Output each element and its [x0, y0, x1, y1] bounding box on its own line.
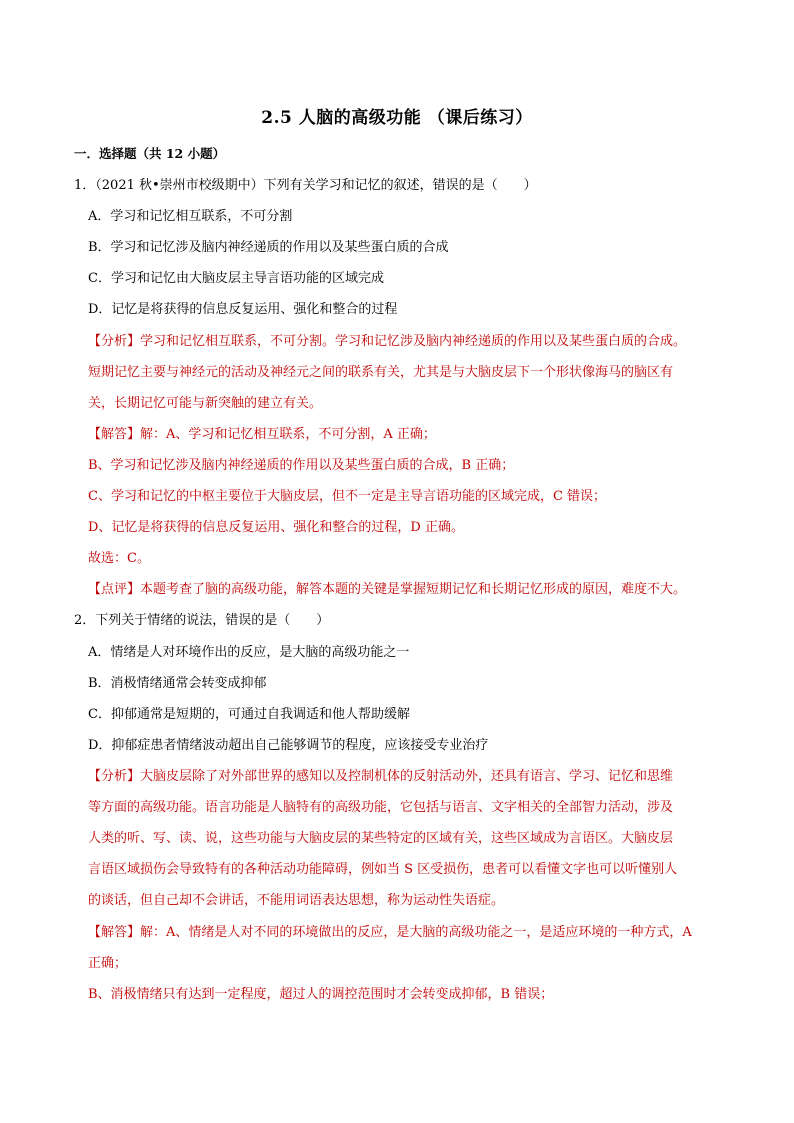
answer-text: 解：A、学习和记忆相互联系，不可分割，A 正确；	[140, 427, 436, 442]
analysis-tag: 【分析】	[88, 769, 141, 784]
question-2-option-a: A．情绪是人对环境作出的反应，是大脑的高级功能之一	[88, 645, 410, 660]
analysis-text: 大脑皮层除了对外部世界的感知以及控制机体的反射活动外，还具有语言、学习、记忆和思维	[140, 769, 674, 784]
question-1-answer-line: D、记忆是将获得的信息反复运用、强化和整合的过程，D 正确。	[88, 520, 464, 535]
question-1-option-a: A．学习和记忆相互联系，不可分割	[88, 209, 293, 224]
question-1-analysis-line: 关，长期记忆可能与新突触的建立有关。	[88, 396, 323, 411]
answer-text: 解：A、情绪是人对不同的环境做出的反应，是大脑的高级功能之一，是适应环境的一种方式，A	[140, 925, 692, 940]
question-1-answer-line: C、学习和记忆的中枢主要位于大脑皮层，但不一定是主导言语功能的区域完成，C 错误；	[88, 489, 607, 504]
page-title: 2.5 人脑的高级功能 （课后练习）	[261, 108, 533, 128]
question-2-option-c: C．抑郁通常是短期的，可通过自我调适和他人帮助缓解	[88, 707, 410, 722]
question-2-answer-line: 正确；	[88, 956, 128, 971]
question-2-analysis-line	[88, 767, 673, 787]
question-2-answer-line	[88, 923, 692, 943]
question-2-analysis-line: 的谈话，但自己却不会讲话，不能用词语表达思想，称为运动性失语症。	[88, 893, 505, 908]
question-1-option-b: B．学习和记忆涉及脑内神经递质的作用以及某些蛋白质的合成	[88, 240, 449, 255]
analysis-text: 学习和记忆相互联系，不可分割。学习和记忆涉及脑内神经递质的作用以及某些蛋白质的合成。	[140, 334, 687, 349]
question-2-option-b: B．消极情绪通常会转变成抑郁	[88, 676, 267, 691]
section-heading: 一．选择题（共 12 小题）	[74, 146, 226, 161]
question-1-answer-line	[88, 425, 436, 445]
question-2-analysis-line: 人类的听、写、读、说，这些功能与大脑皮层的某些特定的区域有关，这些区域成为言语区。大脑皮层	[88, 831, 674, 846]
question-2-analysis-line: 言语区域损伤会导致特有的各种活动功能障碍，例如当 S 区受损伤，患者可以看懂文字也可以听懂别人	[88, 862, 678, 877]
question-2-analysis-line: 等方面的高级功能。语言功能是人脑特有的高级功能，它包括与语言、文字相关的全部智力活动，涉及	[88, 800, 674, 815]
question-1-stem: 1．（2021 秋•崇州市校级期中）下列有关学习和记忆的叙述，错误的是（ ）	[74, 178, 537, 193]
question-2-answer-line: B、消极情绪只有达到一定程度，超过人的调控范围时才会转变成抑郁，B 错误；	[88, 987, 554, 1002]
question-1-option-c: C．学习和记忆由大脑皮层主导言语功能的区域完成	[88, 271, 384, 286]
answer-tag: 【解答】	[88, 925, 141, 940]
question-1-answer-line: B、学习和记忆涉及脑内神经递质的作用以及某些蛋白质的合成，B 正确；	[88, 458, 515, 473]
answer-tag: 【解答】	[88, 427, 141, 442]
question-1-comment-line	[88, 580, 686, 600]
comment-text: 本题考查了脑的高级功能，解答本题的关键是掌握短期记忆和长期记忆形成的原因，难度不大。	[140, 582, 687, 597]
question-1-answer-line: 故选：C。	[88, 551, 150, 566]
comment-tag: 【点评】	[88, 582, 141, 597]
question-2-stem: 2．下列关于情绪的说法，错误的是（ ）	[74, 613, 330, 628]
question-1-analysis-line	[88, 332, 686, 352]
question-1-analysis-line: 短期记忆主要与神经元的活动及神经元之间的联系有关，尤其是与大脑皮层下一个形状像海马的脑区有	[88, 365, 674, 380]
question-2-option-d: D．抑郁症患者情绪波动超出自己能够调节的程度，应该接受专业治疗	[88, 738, 489, 753]
question-1-option-d: D．记忆是将获得的信息反复运用、强化和整合的过程	[88, 302, 398, 317]
analysis-tag: 【分析】	[88, 334, 141, 349]
